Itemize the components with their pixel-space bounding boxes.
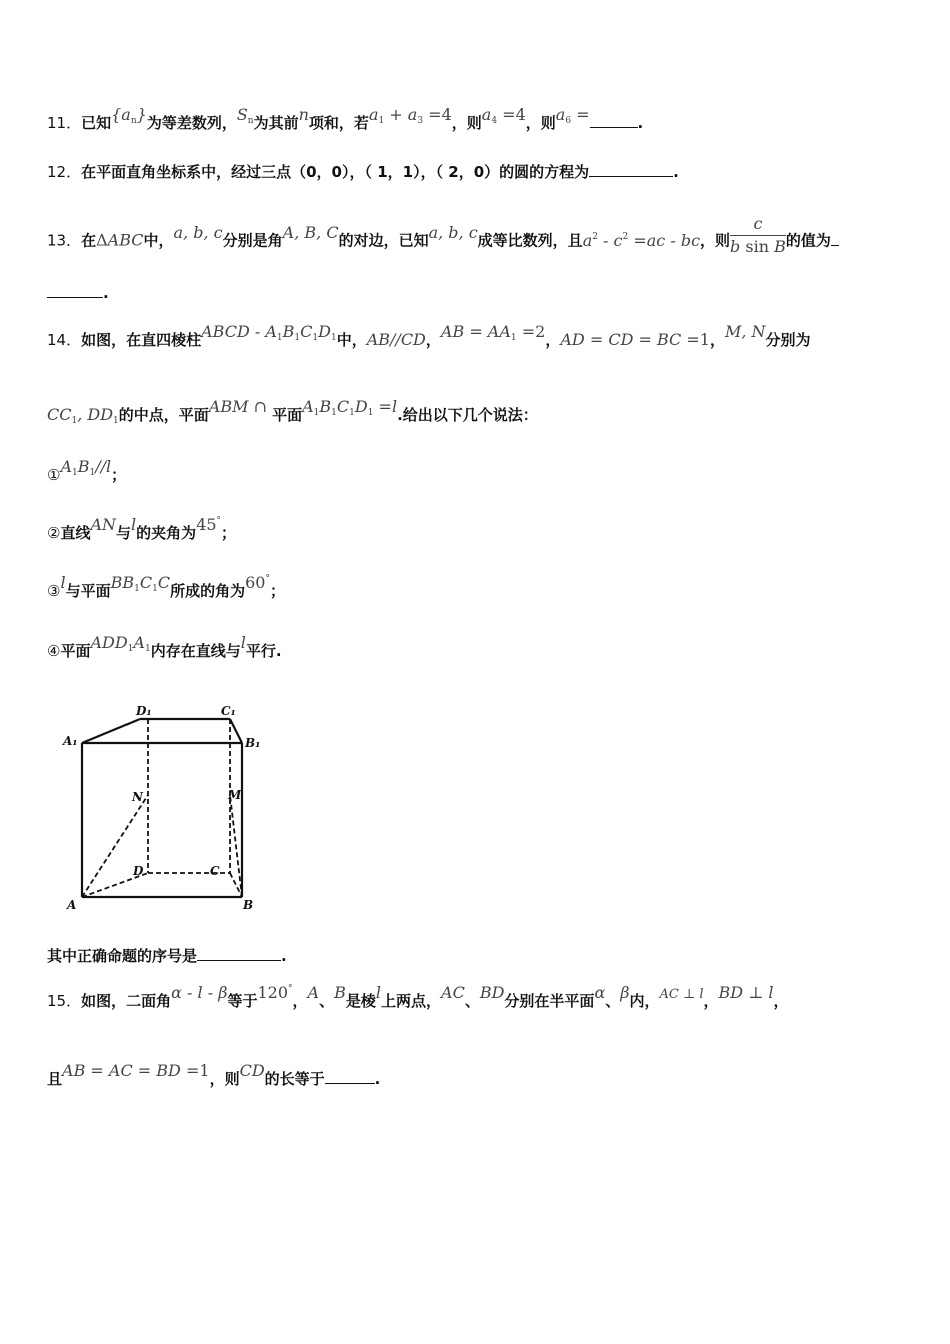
label-B1: B₁ bbox=[245, 736, 261, 750]
question-number: 14． bbox=[47, 331, 82, 349]
math-a6: $a_6$ = bbox=[555, 105, 590, 126]
question-number: 15． bbox=[47, 992, 82, 1010]
label-B: B bbox=[243, 898, 254, 912]
answer-blank[interactable] bbox=[589, 164, 673, 177]
math-equation: $a^2 - c^2 =ac$ - bc bbox=[582, 230, 701, 250]
label-A: A bbox=[67, 898, 77, 912]
answer-blank[interactable] bbox=[325, 1071, 375, 1084]
label-D1: D₁ bbox=[136, 704, 152, 718]
question-number: 12． bbox=[47, 163, 82, 181]
label-A1: A₁ bbox=[63, 734, 78, 748]
question-14: 14．如图，在直四棱柱ABCD - $A_1B_1C_1D_1$中，AB//CD，AB = $AA_1 =2$，AD = CD = BC =1，M, N分别为 bbox=[47, 322, 811, 349]
math-a1-a3: $a_1 + a_3 =4$ bbox=[368, 105, 452, 126]
statement-2: ②直线AN与l的夹角为45°； bbox=[47, 515, 237, 542]
label-C: C bbox=[210, 864, 220, 878]
answer-blank[interactable] bbox=[47, 285, 103, 298]
question-14-line2: $CC_1$, $DD_1$的中点，平面ABM ∩ 平面$A_1B_1C_1D_1 =l$.给出以下几个说法： bbox=[47, 397, 538, 426]
question-15-line2: 且AB = AC = BD =1，则CD的长等于 . bbox=[47, 1061, 381, 1088]
statement-1: $①A_1B_1//l$； bbox=[47, 457, 127, 484]
math-sn: $S_n$ bbox=[236, 105, 254, 126]
answer-prompt-14: 其中正确命题的序号是 . bbox=[47, 947, 287, 965]
question-13: 13．在ΔABC中，a, b, c分别是角A, B, C的对边，已知a, b, c成等比数列，且$a^2 - c^2 =ac$ - bc，则 $\frac{c}{\text{b sin B}}$ 的值为 bbox=[47, 220, 839, 262]
math-fraction: $\frac{c}{\text{b sin B}}$ bbox=[730, 214, 786, 256]
question-15: 15．如图，二面角α - l - β等于120°，A、B是棱l上两点，AC、BD分别在半平面α、β内，AC ⊥ l，BD ⊥ l， bbox=[47, 983, 789, 1010]
label-N: N bbox=[132, 790, 143, 804]
label-M: M bbox=[228, 788, 242, 802]
statement-4: ④平面$ADD_1A_1$内存在直线与l平行. bbox=[47, 633, 282, 660]
question-number: 11． bbox=[47, 114, 82, 132]
answer-blank[interactable] bbox=[590, 115, 638, 128]
question-12: 12．在平面直角坐标系中，经过三点（0，0），（ 1，1），（ 2，0）的圆的方程为 . bbox=[47, 163, 679, 181]
question-number: 13． bbox=[47, 231, 82, 250]
answer-blank[interactable] bbox=[197, 948, 281, 961]
question-13-continued: . bbox=[47, 284, 109, 302]
math-sequence: $\{a_n\}$ bbox=[111, 105, 147, 126]
prism-figure bbox=[58, 695, 278, 915]
math-a4: $a_4 =4$ bbox=[481, 105, 526, 126]
label-D: D bbox=[133, 864, 144, 878]
label-C1: C₁ bbox=[221, 704, 236, 718]
statement-3: ③l与平面$BB_1C_1C$所成的角为60°； bbox=[47, 573, 285, 600]
question-11: 11．已知$\{a_n\}$为等差数列，$S_n$为其前n项和，若$a_1 + a_3 =4$，则$a_4 =4$，则$a_6$ = . bbox=[47, 105, 644, 132]
